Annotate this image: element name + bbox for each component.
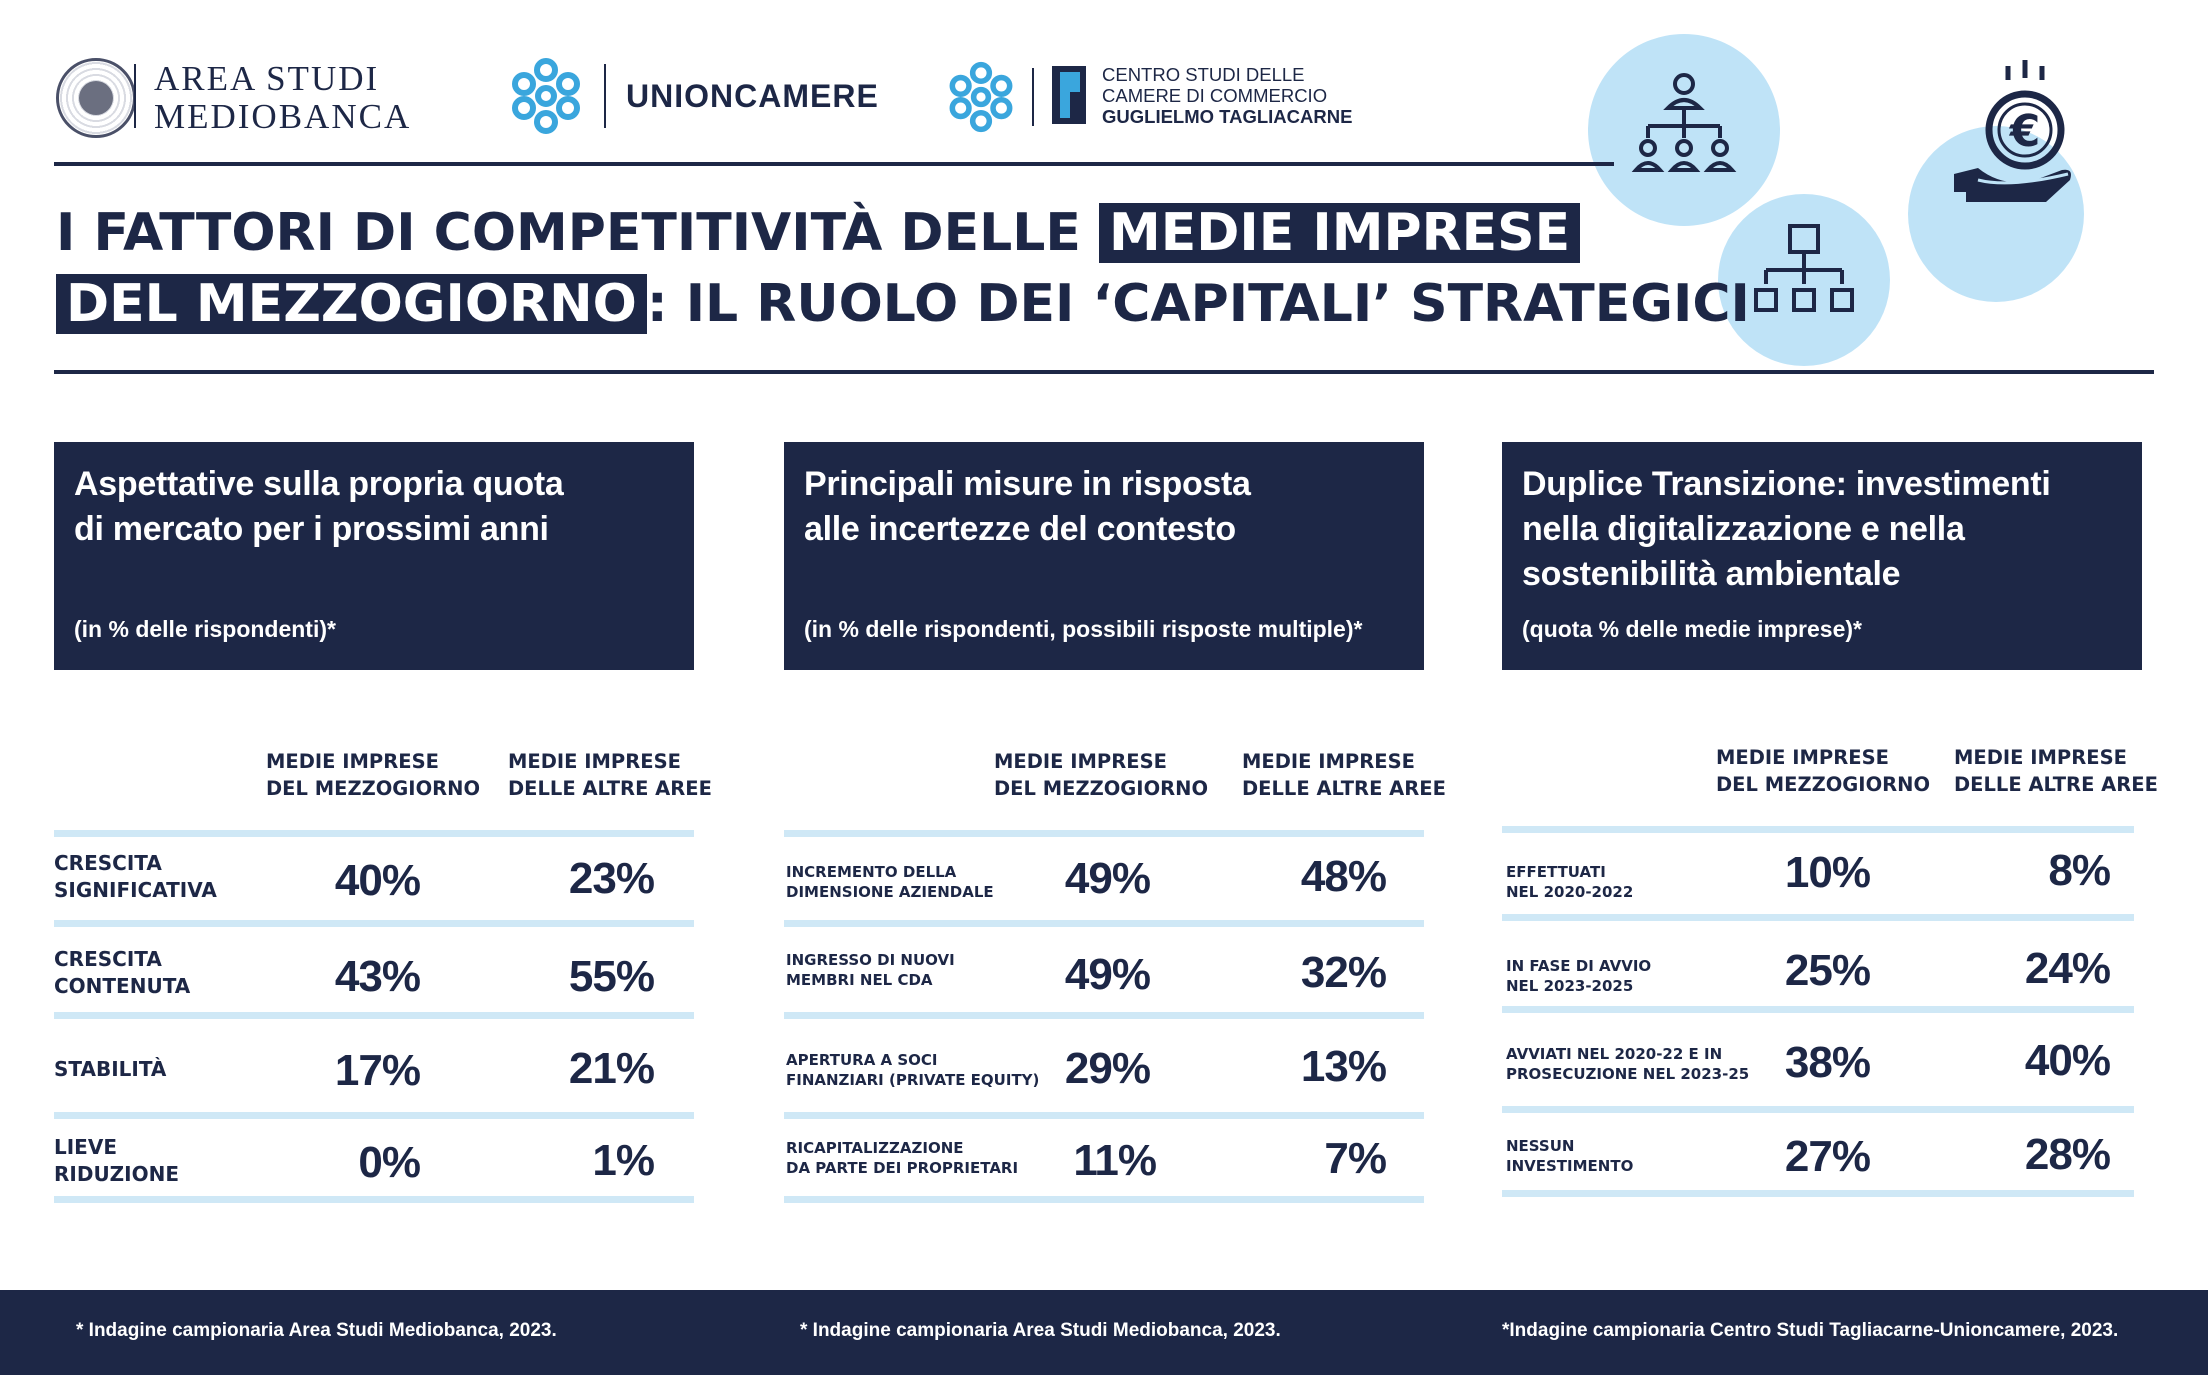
logo-divider (134, 64, 136, 128)
panel-title: Principali misure in risposta alle incertezze del contesto (804, 465, 1251, 548)
mediobanca-logo-text (154, 60, 411, 136)
value-altre-aree: 8% (2048, 846, 2110, 895)
row-label: STABILITÀ (54, 1057, 167, 1081)
footnote-panel-3: *Indagine campionaria Centro Studi Tagliacarne-Unioncamere, 2023. (1502, 1320, 2119, 1341)
panel-header-measures (784, 442, 1424, 670)
mediobanca-line2: MEDIOBANCA (154, 97, 412, 136)
title-bottom-rule (54, 370, 2154, 374)
value-mezzogiorno: 43% (334, 952, 420, 1001)
row-label: CRESCITA CONTENUTA (54, 947, 191, 998)
column-header-mezzogiorno: MEDIE IMPRESE DEL MEZZOGIORNO (1716, 746, 1931, 796)
row-divider (784, 1112, 1424, 1119)
value-altre-aree: 21% (568, 1044, 654, 1093)
row-divider (784, 920, 1424, 927)
title-part2: : IL RUOLO DEI ‘CAPITALI’ STRATEGICI (646, 274, 1750, 334)
panel-note: (quota % delle medie imprese)* (1522, 616, 1862, 642)
row-label: CRESCITA SIGNIFICATIVA (54, 851, 217, 902)
row-divider (1502, 1006, 2134, 1013)
panel-header-twin-transition (1502, 442, 2142, 670)
column-header-altre-aree: MEDIE IMPRESE DELLE ALTRE AREE (508, 750, 712, 800)
value-altre-aree: 40% (2024, 1036, 2110, 1085)
page-title-line1 (56, 198, 1580, 268)
row-divider (1502, 914, 2134, 921)
page-title-line2 (56, 269, 1750, 339)
tagliacarne-line3: GUGLIELMO TAGLIACARNE (1102, 106, 1353, 127)
tagliacarne-line2: CAMERE DI COMMERCIO (1102, 85, 1328, 106)
value-mezzogiorno: 38% (1784, 1038, 1870, 1087)
row-label: IN FASE DI AVVIO NEL 2023-2025 (1506, 957, 1652, 995)
value-mezzogiorno: 0% (358, 1138, 420, 1187)
value-mezzogiorno: 25% (1784, 946, 1870, 995)
row-label: APERTURA A SOCI FINANZIARI (PRIVATE EQUITY) (786, 1051, 1040, 1089)
column-header-mezzogiorno: MEDIE IMPRESE DEL MEZZOGIORNO (266, 750, 481, 800)
panel-title: Aspettative sulla propria quota di mercato per i prossimi anni (74, 465, 564, 548)
value-altre-aree: 48% (1300, 852, 1386, 901)
value-mezzogiorno: 27% (1784, 1132, 1870, 1181)
org-chart-people-icon (1628, 70, 1740, 182)
euro-coin-hand-icon (1950, 56, 2100, 216)
row-divider (54, 1196, 694, 1203)
title-highlight2: DEL MEZZOGIORNO (56, 274, 647, 334)
row-divider (54, 1012, 694, 1019)
row-divider (54, 1112, 694, 1119)
row-divider (784, 1012, 1424, 1019)
row-label: INGRESSO DI NUOVI MEMBRI NEL CDA (786, 951, 955, 989)
row-divider (784, 830, 1424, 837)
row-divider (1502, 1106, 2134, 1113)
footnote-panel-1: * Indagine campionaria Area Studi Mediobanca, 2023. (76, 1320, 557, 1341)
title-top-rule (54, 162, 1614, 166)
panel-title: Duplice Transizione: investimenti nella digitalizzazione e nella sostenibilità ambientale (1522, 465, 2051, 593)
logo-divider (1032, 68, 1034, 126)
row-label: RICAPITALIZZAZIONE DA PARTE DEI PROPRIETARI (786, 1139, 1019, 1177)
unioncamere-mark-icon (506, 56, 586, 136)
row-divider (784, 1196, 1424, 1203)
value-mezzogiorno: 40% (334, 856, 420, 905)
title-highlight1: MEDIE IMPRESE (1099, 203, 1580, 263)
row-label: NESSUN INVESTIMENTO (1506, 1137, 1634, 1175)
value-mezzogiorno: 49% (1064, 950, 1150, 999)
column-header-mezzogiorno: MEDIE IMPRESE DEL MEZZOGIORNO (994, 750, 1209, 800)
value-altre-aree: 32% (1300, 948, 1386, 997)
column-header-altre-aree: MEDIE IMPRESE DELLE ALTRE AREE (1242, 750, 1446, 800)
unioncamere-small-mark-icon (944, 60, 1018, 134)
mediobanca-line1: AREA STUDI (154, 59, 380, 98)
value-altre-aree: 28% (2024, 1130, 2110, 1179)
value-altre-aree: 7% (1324, 1134, 1386, 1183)
footnote-panel-2: * Indagine campionaria Area Studi Mediobanca, 2023. (800, 1320, 1281, 1341)
logo-divider (604, 64, 606, 128)
value-altre-aree: 13% (1300, 1042, 1386, 1091)
tagliacarne-line1: CENTRO STUDI DELLE (1102, 64, 1305, 85)
row-divider (54, 920, 694, 927)
row-divider (54, 830, 694, 837)
value-mezzogiorno: 49% (1064, 854, 1150, 903)
row-label: INCREMENTO DELLA DIMENSIONE AZIENDALE (786, 863, 994, 901)
value-mezzogiorno: 11% (1073, 1136, 1156, 1185)
row-divider (1502, 826, 2134, 833)
value-altre-aree: 55% (568, 952, 654, 1001)
row-label: LIEVE RIDUZIONE (54, 1135, 180, 1186)
org-chart-boxes-icon (1752, 222, 1856, 326)
column-header-altre-aree: MEDIE IMPRESE DELLE ALTRE AREE (1954, 746, 2158, 796)
row-divider (1502, 1190, 2134, 1197)
svg-text:€: € (2009, 106, 2041, 157)
tagliacarne-flag-icon (1050, 64, 1088, 126)
value-mezzogiorno: 10% (1784, 848, 1870, 897)
mediobanca-seal-logo (56, 58, 136, 138)
value-altre-aree: 23% (568, 854, 654, 903)
value-mezzogiorno: 29% (1064, 1044, 1150, 1093)
value-mezzogiorno: 17% (334, 1046, 420, 1095)
title-part1: I FATTORI DI COMPETITIVITÀ DELLE (56, 203, 1099, 263)
row-label: AVVIATI NEL 2020-22 E IN PROSECUZIONE NEL 2023-25 (1506, 1045, 1750, 1083)
tagliacarne-logo-text (1102, 64, 1352, 127)
value-altre-aree: 1% (592, 1136, 654, 1185)
value-altre-aree: 24% (2024, 944, 2110, 993)
panel-header-market-share (54, 442, 694, 670)
panel-note: (in % delle rispondenti)* (74, 616, 336, 642)
row-label: EFFETTUATI NEL 2020-2022 (1506, 863, 1634, 901)
unioncamere-logo-text: UNIONCAMERE (626, 78, 879, 114)
panel-note: (in % delle rispondenti, possibili risposte multiple)* (804, 616, 1363, 642)
